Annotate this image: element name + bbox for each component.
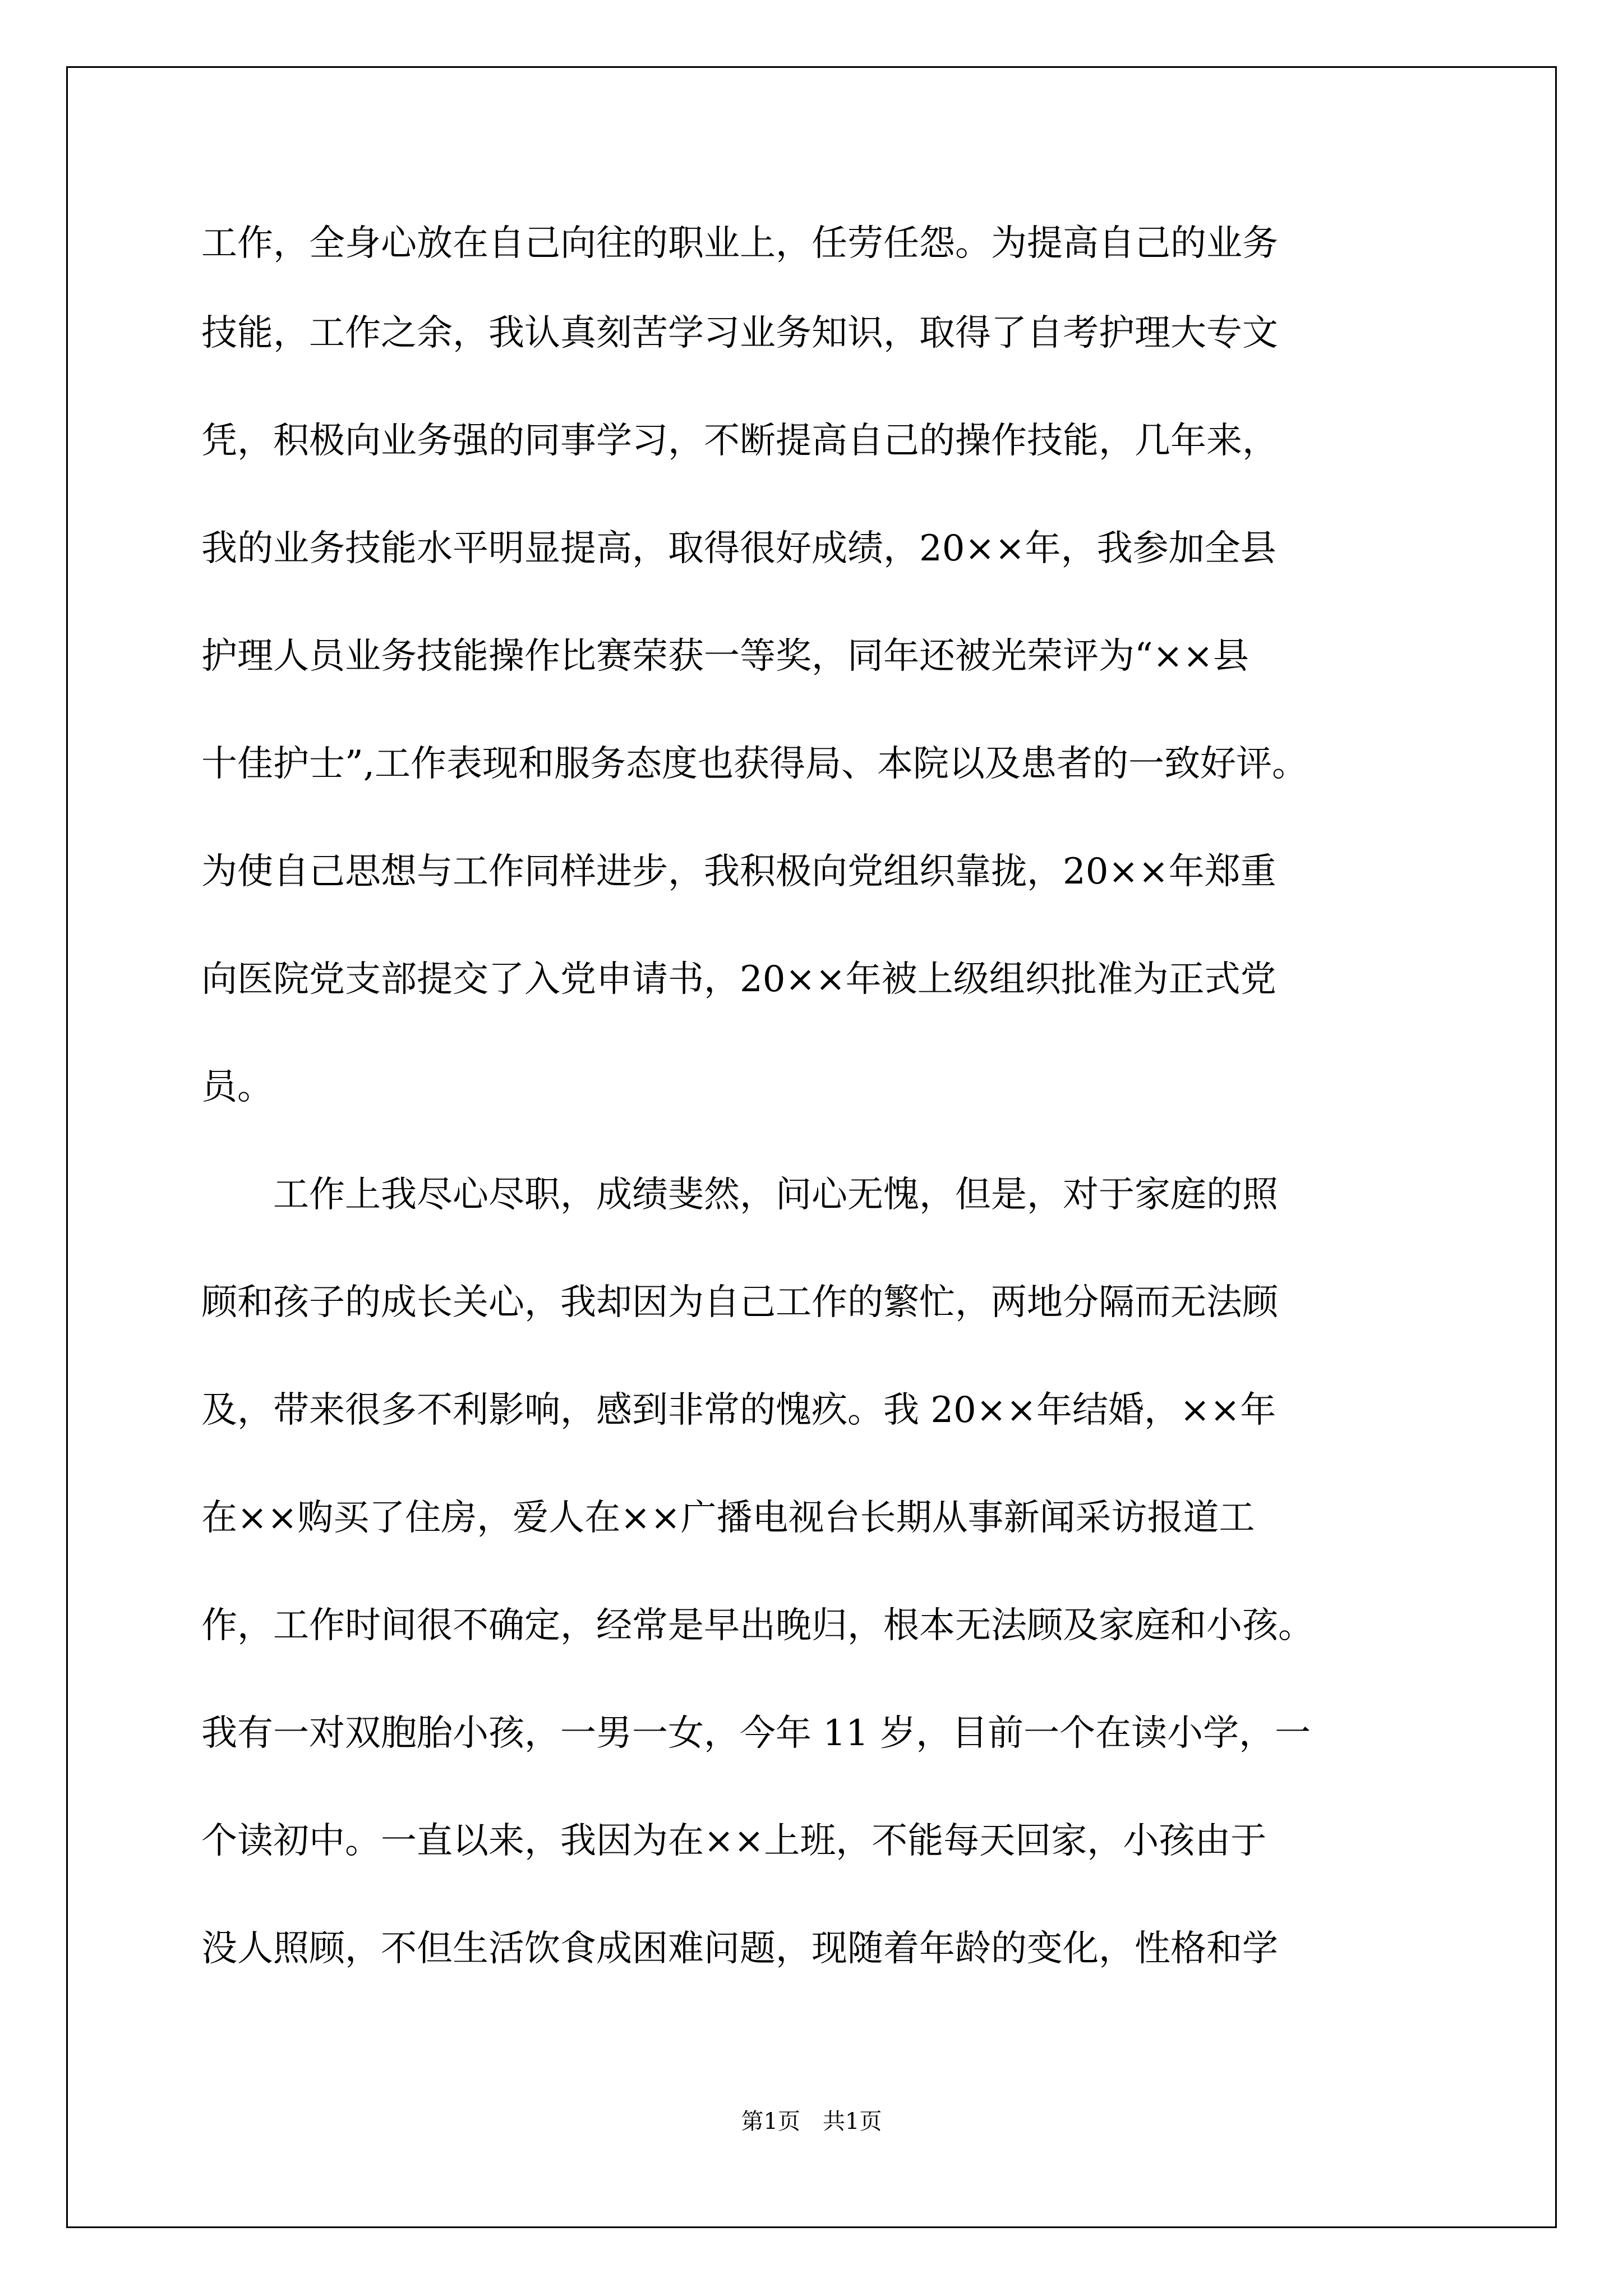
- text-line: 顾和孩子的成长关心，我却因为自己工作的繁忙，两地分隔而无法顾: [201, 1282, 1278, 1323]
- text-line: 我有一对双胞胎小孩，一男一女，今年 11 岁，目前一个在读小学，一: [201, 1713, 1311, 1754]
- text-line: 员。: [201, 1066, 273, 1108]
- text-line: 我的业务技能水平明显提高，取得很好成绩，20××年，我参加全县: [201, 528, 1276, 569]
- page-number: 第1页: [741, 2109, 800, 2134]
- text-line: 及，带来很多不利影响，感到非常的愧疚。我 20××年结婚，××年: [201, 1389, 1276, 1431]
- text-line: 工作，全身心放在自己向往的职业上，任劳任怨。为提高自己的业务: [201, 223, 1278, 264]
- text-line: 个读初中。一直以来，我因为在××上班，不能每天回家，小孩由于: [201, 1820, 1267, 1862]
- text-line: 凭，积极向业务强的同事学习，不断提高自己的操作技能，几年来，: [201, 420, 1278, 462]
- text-line: 作，工作时间很不确定，经常是早出晚归，根本无法顾及家庭和小孩。: [201, 1605, 1314, 1646]
- text-line: 护理人员业务技能操作比赛荣获一等奖，同年还被光荣评为“××县: [201, 636, 1249, 677]
- paragraph-first-line: 工作上我尽心尽职，成绩斐然，问心无愧，但是，对于家庭的照: [273, 1174, 1278, 1216]
- text-line: 向医院党支部提交了入党申请书，20××年被上级组织批准为正式党: [201, 959, 1276, 1000]
- text-line: 为使自己思想与工作同样进步，我积极向党组织靠拢，20××年郑重: [201, 851, 1276, 892]
- text-line: 十佳护士”,工作表现和服务态度也获得局、本院以及患者的一致好评。: [201, 743, 1308, 785]
- document-body: [201, 208, 1441, 2003]
- text-line: 技能，工作之余，我认真刻苦学习业务知识，取得了自考护理大专文: [201, 312, 1278, 354]
- page-total: 共1页: [823, 2109, 882, 2134]
- text-line: 没人照顾，不但生活饮食成困难问题，现随着年龄的变化，性格和学: [201, 1928, 1278, 1970]
- text-line: 在××购买了住房，爱人在××广播电视台长期从事新闻采访报道工: [201, 1497, 1255, 1539]
- page-footer: [0, 2104, 1623, 2136]
